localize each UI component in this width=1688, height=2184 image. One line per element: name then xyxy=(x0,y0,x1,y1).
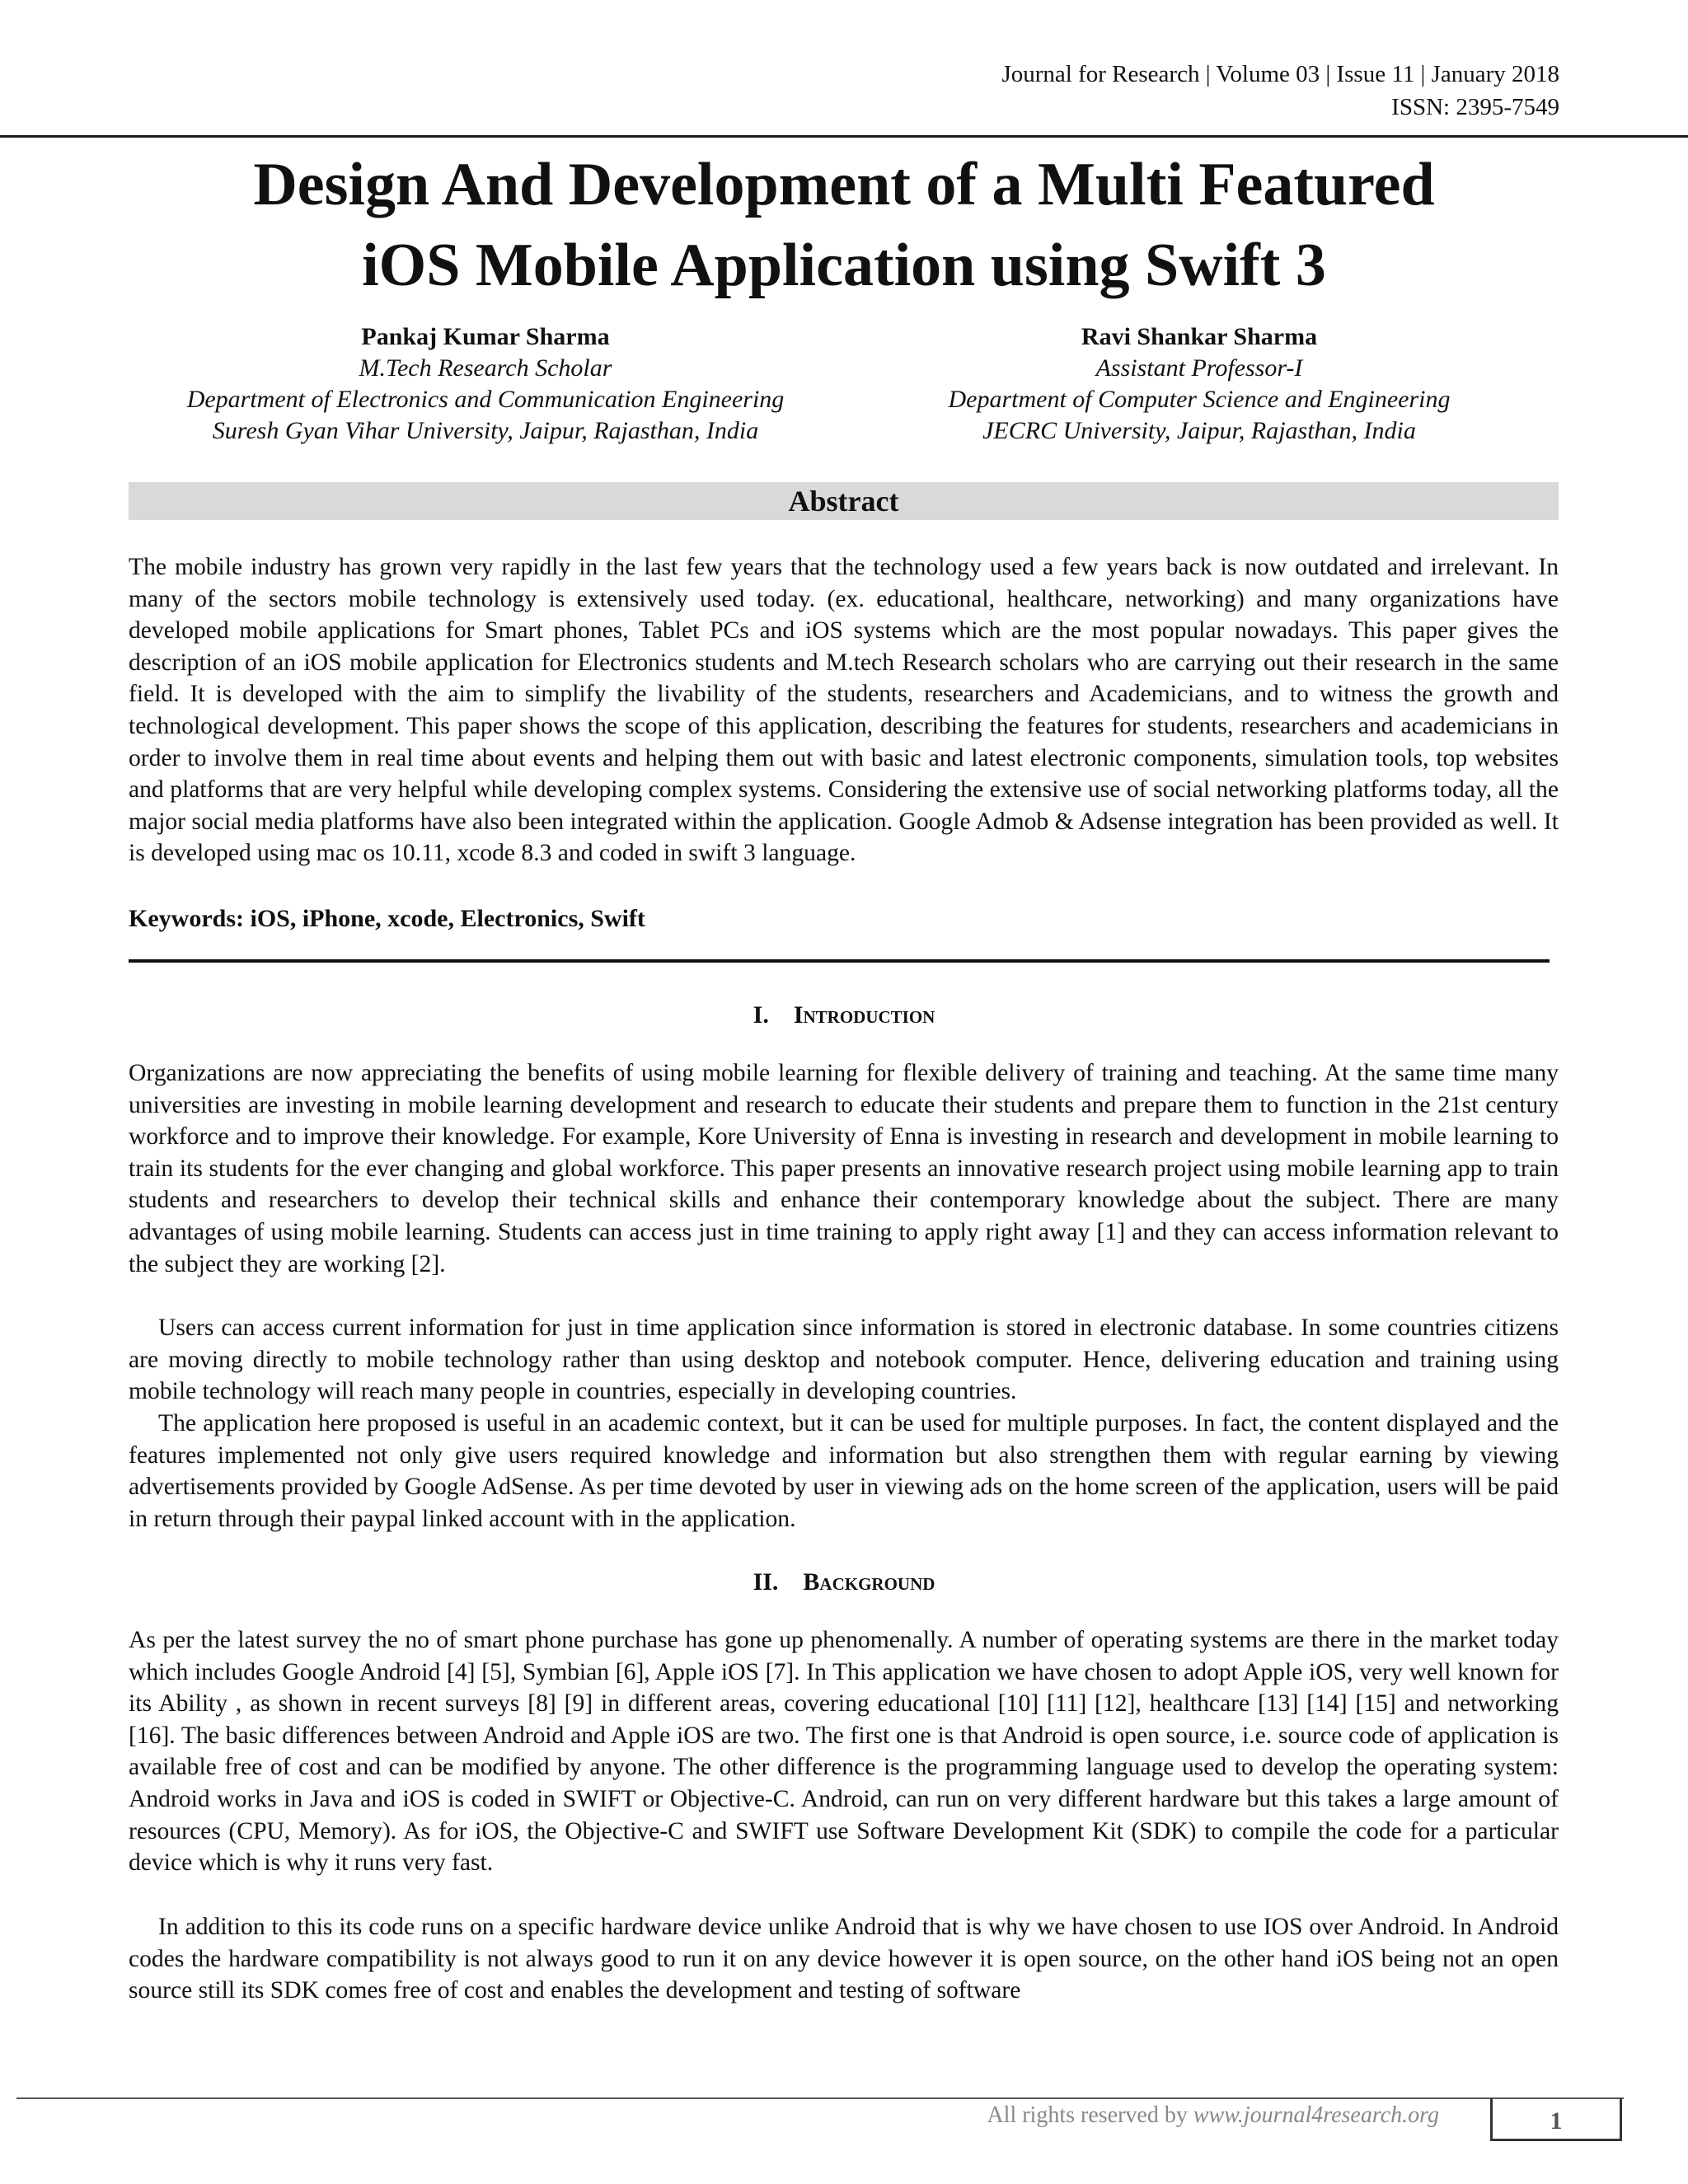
section-heading-background xyxy=(0,1566,1688,1599)
author-affiliation: Suresh Gyan Vihar University, Jaipur, Rajasthan, India xyxy=(212,417,759,444)
section-title: Introduction xyxy=(793,1001,935,1029)
author-block-1 xyxy=(115,321,856,447)
author-affiliation: JECRC University, Jaipur, Rajasthan, India xyxy=(982,417,1416,444)
paper-title xyxy=(0,144,1688,306)
abstract-text: The mobile industry has grown very rapidly in the last few years that the technology used a few years back is now outdated and irrelevant. In many of the sectors mobile technology is extensively used today. (ex. educational, healthcare, networking) and many organizations have developed mobile applications for Smart phones, Tablet PCs and iOS systems which are the most popular nowadays. This paper gives the description of an iOS mobile application for Electronics students and M.tech Research scholars who are carrying out their research in the same field. It is developed with the aim to simplify the livability of the students, researchers and Academicians, and to witness the growth and technological development. This paper shows the scope of this application, describing the features for students, researchers and academicians in order to involve them in real time about events and helping them out with basic and latest electronic components, simulation tools, top websites and platforms that are very helpful while developing complex systems. Considering the extensive use of social networking platforms today, all the major social media platforms have also been integrated within the application. Google Admob & Adsense integration has been provided as well. It is developed using mac os 10.11, xcode 8.3 and coded in swift 3 language. xyxy=(129,554,1559,867)
author-role: M.Tech Research Scholar xyxy=(359,354,612,382)
author-name: Ravi Shankar Sharma xyxy=(1081,323,1318,350)
author-block-2 xyxy=(828,321,1570,447)
section-title: Background xyxy=(803,1568,935,1596)
page-number: 1 xyxy=(1490,2098,1622,2141)
journal-link[interactable]: www.journal4research.org xyxy=(1193,2102,1439,2128)
intro-paragraph-1: Organizations are now appreciating the benefits of using mobile learning for flexible delivery of training and teaching. At the same time many universities are investing in mobile learning development and research to educate their students and prepare them to function in the 21st century workforce and to improve their knowledge. For example, Kore University of Enna is investing in research and development in mobile learning to train its students for the ever changing and global workforce. This paper presents an innovative research project using mobile learning app to train students and researchers to develop their technical skills and enhance their contemporary knowledge about the subject. There are many advantages of using mobile learning. Students can access just in time training to apply right away [1] and they can access information relevant to the subject they are working [2]. xyxy=(129,1060,1559,1277)
title-line-1: Design And Development of a Multi Featured xyxy=(253,151,1435,218)
abstract-heading: Abstract xyxy=(129,482,1559,520)
journal-header xyxy=(1001,58,1559,124)
footer-rights xyxy=(987,2102,1439,2130)
author-role: Assistant Professor-I xyxy=(1095,354,1303,382)
section-heading-introduction xyxy=(0,999,1688,1032)
author-department: Department of Electronics and Communication Engineering xyxy=(186,386,785,413)
title-line-2: iOS Mobile Application using Swift 3 xyxy=(362,232,1326,299)
author-department: Department of Computer Science and Engineering xyxy=(948,386,1451,413)
header-divider xyxy=(0,135,1688,138)
author-name: Pankaj Kumar Sharma xyxy=(361,323,610,350)
background-paragraph-1: As per the latest survey the no of smart phone purchase has gone up phenomenally. A number of operating systems are there in the market today which includes Google Android [4] [5], Symbian [6], Apple iOS [7]. In This application we have chosen to adopt Apple iOS, very well known for its Ability , as shown in recent surveys [8] [9] in different areas, covering educational [10] [11] [12], healthcare [13] [14] [15] and networking [16]. The basic differences between Android and Apple iOS are two. The first one is that Android is open source, i.e. source code of application is available free of cost and can be modified by anyone. The other difference is the programming language used to develop the operating system: Android works in Java and iOS is coded in SWIFT or Objective-C. Android, can run on very different hardware but this takes a large amount of resources (CPU, Memory). As for iOS, the Objective-C and SWIFT use Software Development Kit (SDK) to compile the code for a particular device which is why it runs very fast. xyxy=(129,1627,1559,1877)
rights-text: All rights reserved by xyxy=(987,2102,1188,2128)
issn: ISSN: 2395-7549 xyxy=(1391,94,1559,120)
intro-paragraph-2: Users can access current information for just in time application since information is stored in electronic database. In some countries citizens are moving directly to mobile technology rather than using desktop and notebook computer. Hence, delivering education and training using mobile technology will reach many people in countries, especially in developing countries. xyxy=(129,1315,1559,1405)
footer-divider xyxy=(16,2097,1624,2099)
abstract-divider xyxy=(129,959,1550,963)
section-number: II. xyxy=(753,1568,779,1596)
keywords: Keywords: iOS, iPhone, xcode, Electronics, Swift xyxy=(129,905,645,932)
section-number: I. xyxy=(753,1001,769,1029)
background-paragraph-2: In addition to this its code runs on a specific hardware device unlike Android that is why we have chosen to use IOS over Android. In Android codes the hardware compatibility is not always good to run it on any device however it is open source, on the other hand iOS being not an open source still its SDK comes free of cost and enables the development and testing of software xyxy=(129,1914,1559,2004)
journal-info: Journal for Research | Volume 03 | Issue 11 | January 2018 xyxy=(1001,61,1559,87)
intro-paragraph-3: The application here proposed is useful in an academic context, but it can be used for multiple purposes. In fact, the content displayed and the features implemented not only give users required knowledge and information but also strengthen them with regular earning by viewing advertisements provided by Google AdSense. As per time devoted by user in viewing ads on the home screen of the application, users will be paid in return through their paypal linked account with in the application. xyxy=(129,1410,1559,1532)
